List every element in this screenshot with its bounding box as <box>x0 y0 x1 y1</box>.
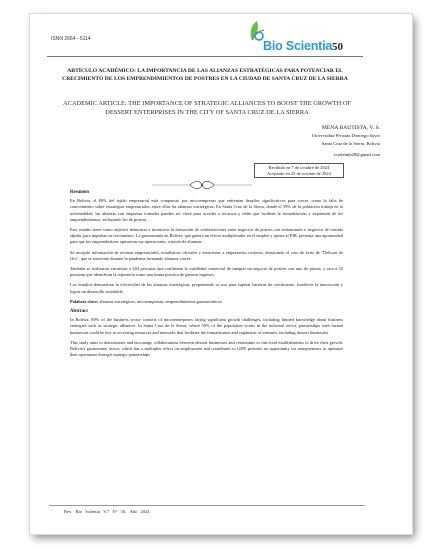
footer-divider <box>49 505 365 506</box>
footer-volume: V.7 <box>103 509 110 514</box>
author-city: Santa Cruz de la Sierra, Bolivia <box>321 140 380 146</box>
resumen-paragraph: Los estudios demuestran la efectividad de las alianzas estratégicas, proponiendo su uso para superar barreras de crecimiento, fortalecer la innovación y lograr un desarrollo sostenible. <box>70 282 343 294</box>
journal-logo-text: Bio Scientia <box>263 39 333 53</box>
abstract-paragraph: This study aims to demonstrate and encourage collaborations between dessert businesses and restaurants or fast-food establishments to drive their growth. Bolivia's gastronomy sector, which has a multiplier effect on employment and contributes to GDP, presents an opportunity for entrepreneurs to optimize their operations through strategic partnerships. <box>70 339 343 358</box>
abstract-heading: Abstract <box>70 309 88 315</box>
footer-number: N° 16. <box>112 509 127 514</box>
footer-year: Año 2024 <box>129 509 150 514</box>
author-affiliation: Universidad Privada Domingo Savio <box>311 133 380 139</box>
header-divider <box>47 56 363 57</box>
footer-journal: Rev. Bio Scientia <box>64 509 100 514</box>
keywords-text: alianzas estratégicas, microempresas, emprendimientos gastronómicos <box>98 298 222 304</box>
resumen-heading: Resumen <box>70 190 89 195</box>
issn-label: ISNN 2664 - 5114 <box>51 36 91 42</box>
resumen-paragraph: Se recopiló información de revistas empresariales, estadísticas oficiales y entrevistas a empresarios exitosos, destacando el caso de éxito de "Delicias de Oro", que se reinventó durante la pandemia formando alianzas claves. <box>70 249 343 261</box>
page-footer <box>64 509 150 514</box>
author-block <box>210 125 380 159</box>
article-body <box>70 190 343 362</box>
resumen-paragraph: También se realizaron encuestas a 284 personas que confirman la viabilidad comercial de integrar un negocio de postres con uno de pizzas, y otra a 35 personas que identifican la repostería como una forma práctica de generar ingresos. <box>70 266 343 278</box>
keywords-label: Palabras clave: <box>70 298 99 304</box>
keywords-line <box>70 299 343 305</box>
author-email: scarletmb28@gmail.com <box>333 152 380 158</box>
ornament-divider <box>150 180 254 190</box>
resumen-paragraph: Este estudio tiene como objetivo demostrar e incentivar la formación de colaboraciones entre negocios de postres con restaurantes o negocios de comida rápida, para impulsar su crecimiento. La gastronomía en Bolivia, que genera un efecto multiplicador en el empleo y aporta al PIB, presenta una oportunidad para que los emprendedores optimicen sus operaciones, a través de alianzas. <box>70 227 343 245</box>
article-title-spanish: ARTÍCULO ACADÉMICO: LA IMPORTANCIA DE LAS ALIANZAS ESTRATÉGICAS PARA POTENCIAR EL CRECIMIENTO DE LOS EMPRENDIMIENTOS DE POSTRES EN LA CIUDAD DE SANTA CRUZ DE LA SIERRA <box>62 68 348 83</box>
author-name: MENA BAUTISTA, V. S. <box>321 125 380 131</box>
received-date: Recibido en 7 de octubre de 2024 <box>268 165 330 170</box>
article-title-english: ACADEMIC ARTICLE: THE IMPORTANCE OF STRATEGIC ALLIANCES TO BOOST THE GROWTH OF DESSERT ENTERPRISES IN THE CITY OF SANTA CRUZ DE LA SIERRA <box>62 100 352 116</box>
page-number: 50 <box>332 41 343 53</box>
submission-dates-box <box>254 163 344 178</box>
resumen-paragraph: En Bolivia, el 80% del tejido empresarial está compuesto por microempresas que enfrentan desafíos significativos para crecer, como la falta de conocimiento sobre estrategias empresariales, entre ellas las alianzas estratégicas. En Santa Cruz de la Sierra, donde el 59% de la población trabaja en la informalidad, las alianzas con empresas formales pueden ser clave para acceder a recursos y redes que faciliten la formalización y expansión de los emprendimientos, incluyendo los de postres. <box>70 198 343 222</box>
accepted-date: Aceptado en 23 de octubre de 2024 <box>267 171 331 177</box>
abstract-paragraph: In Bolivia, 80% of the business sector consists of microenterprises facing significant growth challenges, including limited knowledge about business strategies such as strategic alliances. In Santa Cruz de la Sierra, where 59% of the population works in the informal sector, partnerships with formal businesses could be key to accessing resources and networks that facilitate the formalization and expansion of ventures, including dessert businesses. <box>70 317 343 335</box>
